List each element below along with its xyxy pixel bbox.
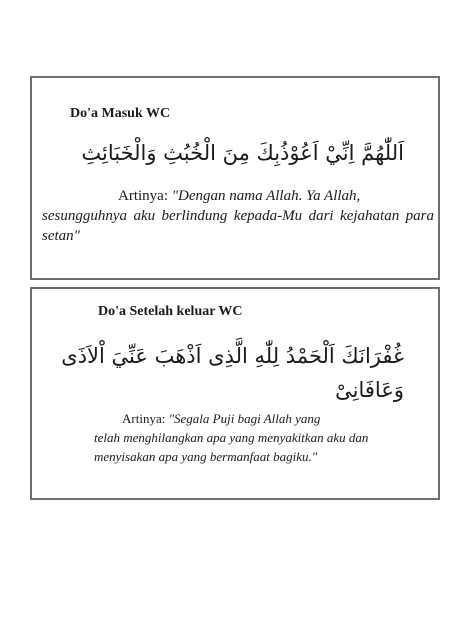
doa-title: Do'a Setelah keluar WC: [98, 304, 243, 319]
translation-label: Artinya:: [122, 411, 169, 426]
doa-card-masuk-wc: [30, 76, 440, 280]
arabic-prayer-text: غُفْرَانَكَ اَلْحَمْدُ لِلّٰهِ الَّذِى اَذْهَبَ عَنِّيَ اْلاَذَى وَعَافَانِىْ: [61, 344, 404, 402]
translation-first-line: [42, 186, 434, 206]
translation-body: telah menghilangkan apa yang menyakitkan aku dan menyisakan apa yang bermanfaat bagiku.": [94, 430, 369, 464]
doa-title: Do'a Masuk WC: [70, 106, 171, 121]
translation-opening: "Segala Puji bagi Allah yang: [168, 411, 321, 426]
translation-body: sesungguhnya aku berlindung kepada-Mu dari kejahatan para setan": [42, 208, 434, 244]
doa-card-keluar-wc: [30, 287, 440, 500]
translation-label: Artinya:: [118, 188, 172, 204]
arabic-prayer-text: اَللّٰهُمَّ اِنِّيْ اَعُوْذُبِكَ مِنَ الْخُبُثِ وَالْخَبَائِثِ: [81, 141, 404, 165]
translation-first-line: [94, 409, 404, 428]
translation-text: [94, 409, 404, 466]
translation-opening: "Dengan nama Allah. Ya Allah,: [171, 188, 361, 204]
translation-text: [42, 186, 434, 246]
